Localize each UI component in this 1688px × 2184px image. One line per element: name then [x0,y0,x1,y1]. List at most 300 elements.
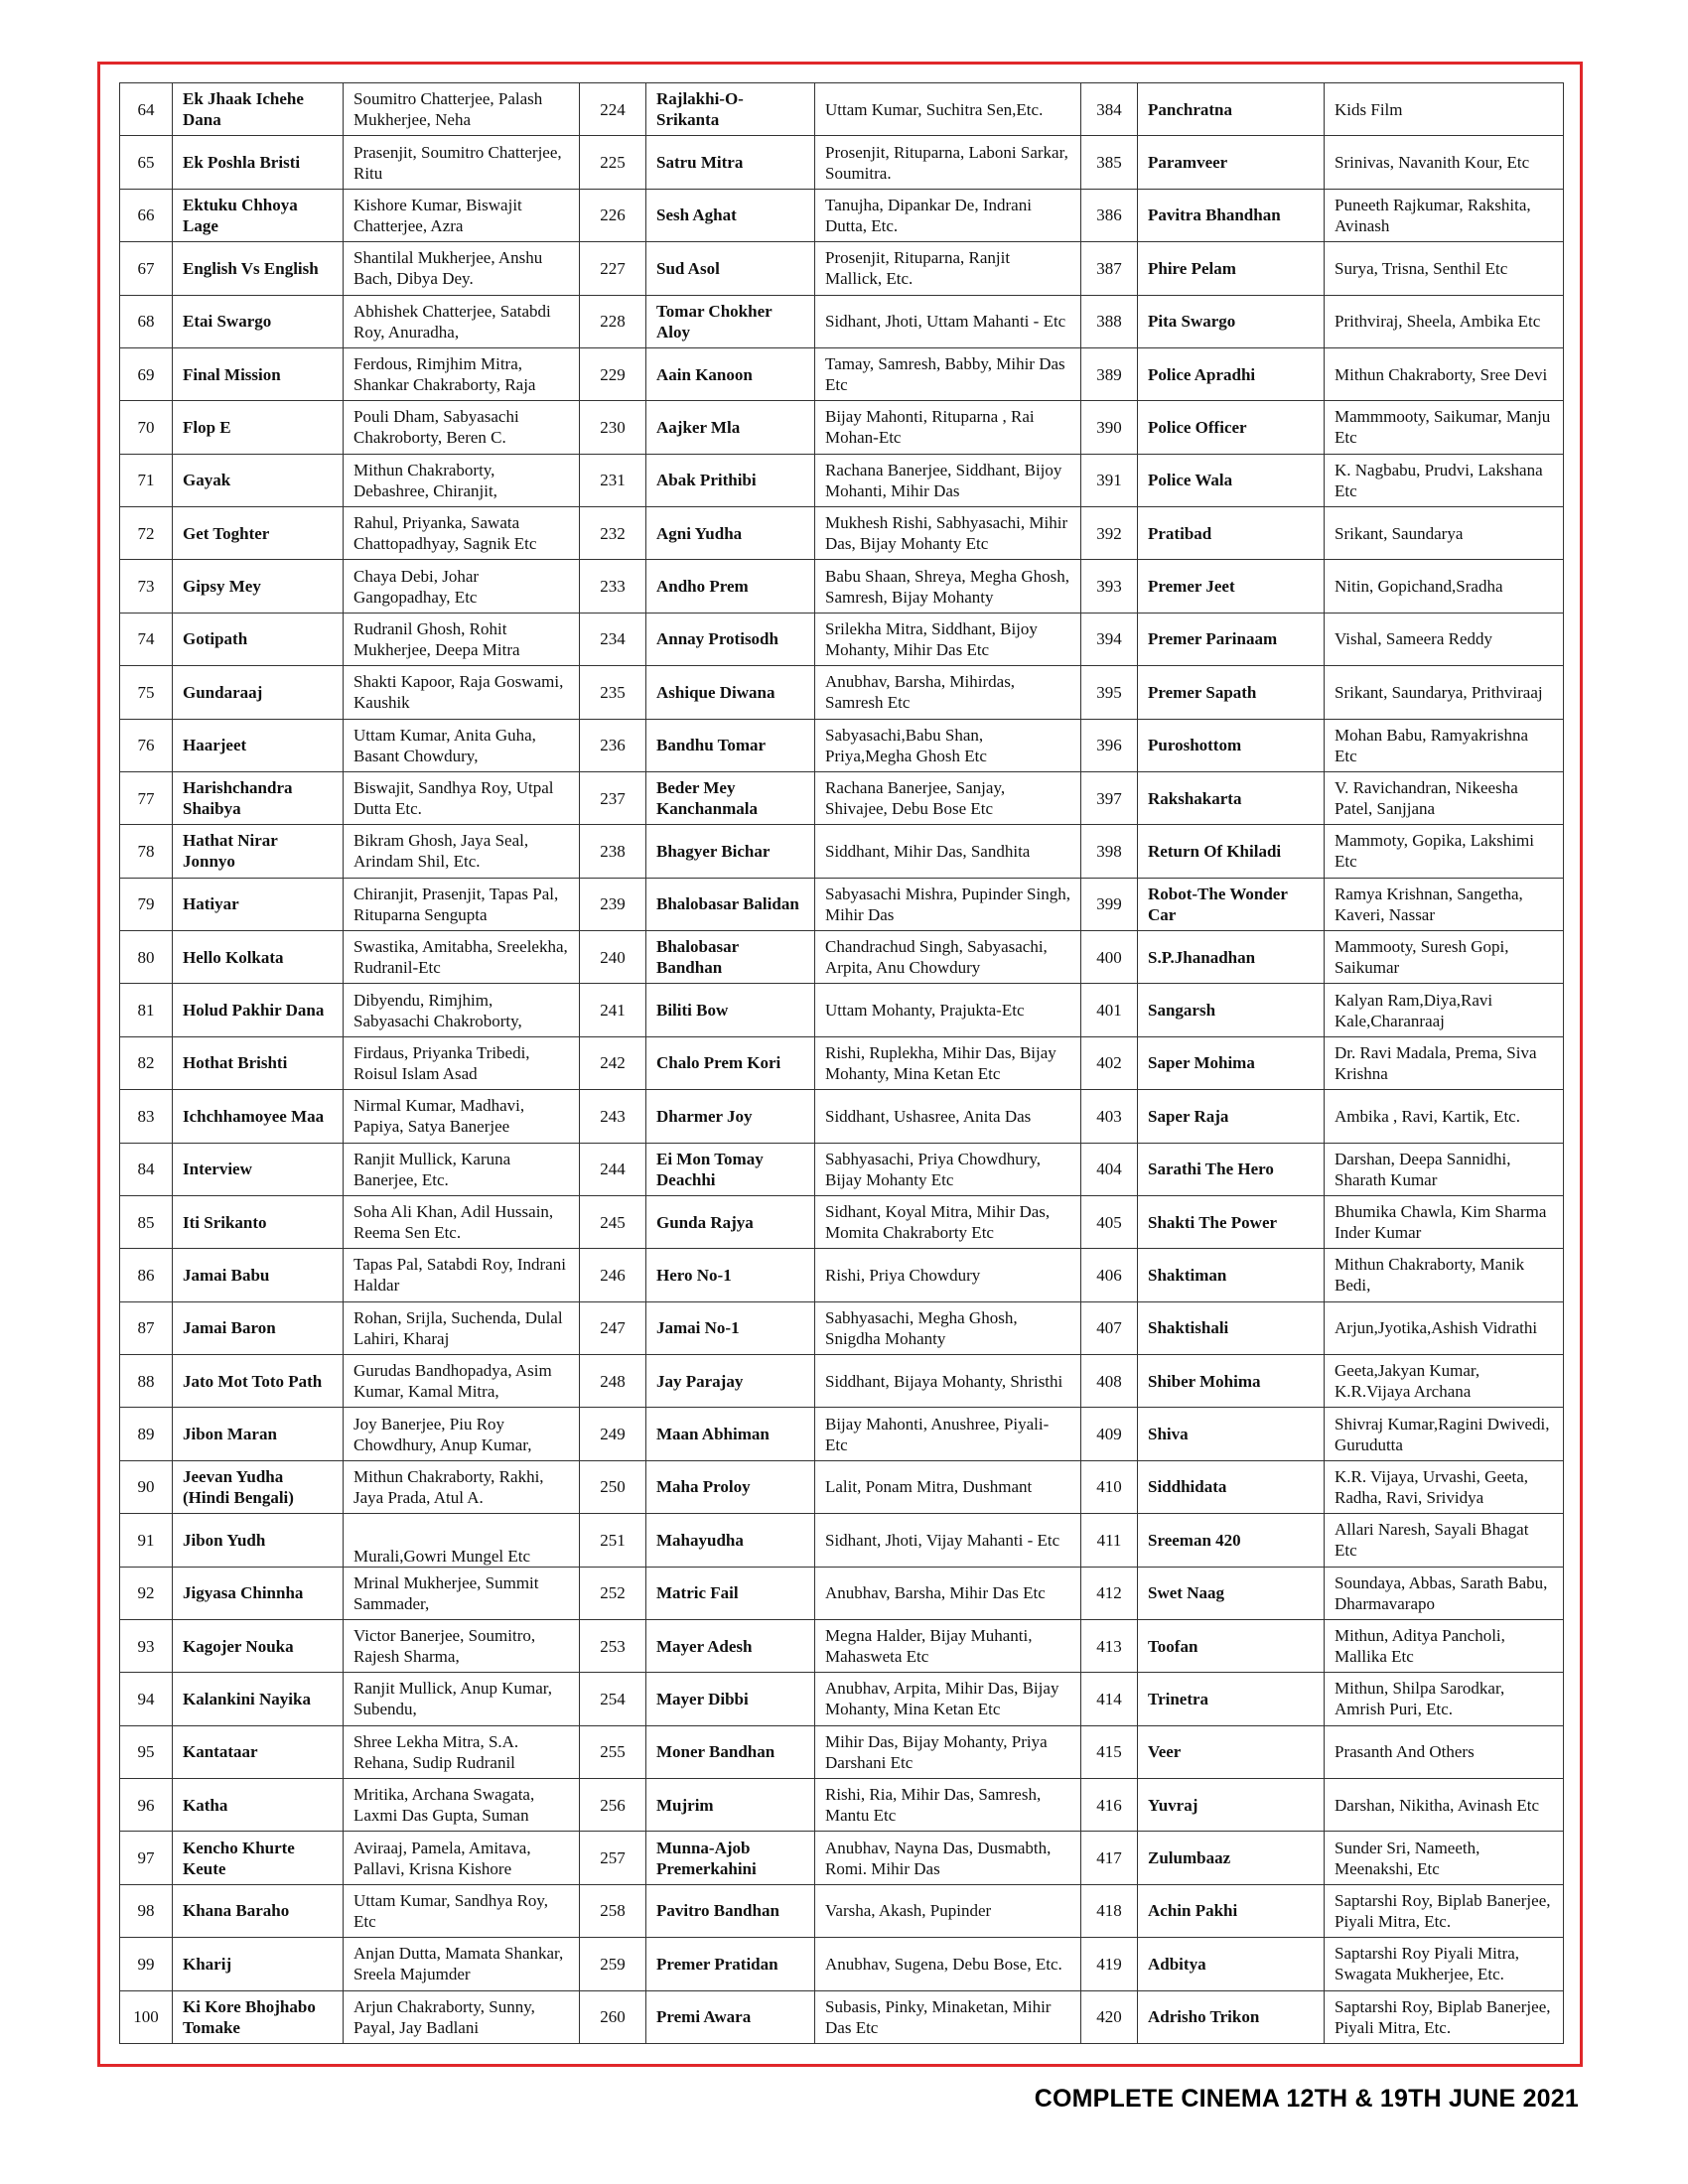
film-title: Jamai Babu [173,1249,344,1301]
table-row [120,560,1564,613]
film-cast: Sidhant, Koyal Mitra, Mihir Das, Momita Chakraborty Etc [815,1195,1081,1248]
film-cast: Prithviraj, Sheela, Ambika Etc [1325,295,1564,347]
film-title: Police Wala [1138,454,1325,506]
film-title: Final Mission [173,347,344,400]
film-title: Kencho Khurte Keute [173,1832,344,1884]
film-cast: Anjan Dutta, Mamata Shankar, Sreela Majumder [344,1938,580,1990]
film-number: 88 [120,1355,173,1408]
film-title: Puroshottom [1138,719,1325,771]
film-cast: Ranjit Mullick, Anup Kumar, Subendu, [344,1673,580,1725]
film-number: 87 [120,1301,173,1354]
film-cast: Aviraaj, Pamela, Amitava, Pallavi, Krisna Kishore [344,1832,580,1884]
film-cast: Siddhant, Mihir Das, Sandhita [815,825,1081,878]
table-row [120,1619,1564,1672]
film-cast: V. Ravichandran, Nikeesha Patel, Sanjjana [1325,771,1564,824]
film-title: Phire Pelam [1138,242,1325,295]
film-title: Ki Kore Bhojhabo Tomake [173,1990,344,2044]
film-cast: Subasis, Pinky, Minaketan, Mihir Das Etc [815,1990,1081,2044]
film-title: Jibon Yudh [173,1514,344,1567]
film-title: Harishchandra Shaibya [173,771,344,824]
film-cast: Nitin, Gopichand,Sradha [1325,560,1564,613]
film-cast: Geeta,Jakyan Kumar, K.R.Vijaya Archana [1325,1355,1564,1408]
film-title: Rajlakhi-O-Srikanta [646,83,815,136]
film-number: 248 [580,1355,646,1408]
film-number: 100 [120,1990,173,2044]
film-title: Ichchhamoyee Maa [173,1090,344,1143]
film-cast: Shree Lekha Mitra, S.A. Rehana, Sudip Rudranil [344,1725,580,1778]
film-title: Premi Awara [646,1990,815,2044]
film-cast: Swastika, Amitabha, Sreelekha, Rudranil-Etc [344,931,580,984]
film-cast: K. Nagbabu, Prudvi, Lakshana Etc [1325,454,1564,506]
film-number: 255 [580,1725,646,1778]
film-number: 73 [120,560,173,613]
film-title: Jeevan Yudha (Hindi Bengali) [173,1460,344,1513]
film-cast: Saptarshi Roy Piyali Mitra, Swagata Mukherjee, Etc. [1325,1938,1564,1990]
film-title: Jato Mot Toto Path [173,1355,344,1408]
film-title: Tomar Chokher Aloy [646,295,815,347]
film-cast: Victor Banerjee, Soumitro, Rajesh Sharma, [344,1619,580,1672]
film-number: 89 [120,1408,173,1460]
film-cast: Babu Shaan, Shreya, Megha Ghosh, Samresh, Bijay Mohanty [815,560,1081,613]
film-cast: Mammoty, Gopika, Lakshimi Etc [1325,825,1564,878]
film-title: Dharmer Joy [646,1090,815,1143]
film-title: Premer Sapath [1138,666,1325,719]
film-cast: Kids Film [1325,83,1564,136]
film-cast: Sidhant, Jhoti, Vijay Mahanti - Etc [815,1514,1081,1567]
film-title: Achin Pakhi [1138,1884,1325,1937]
film-title: Pavitra Bhandhan [1138,189,1325,241]
film-cast: Bikram Ghosh, Jaya Seal, Arindam Shil, Etc. [344,825,580,878]
film-title: Moner Bandhan [646,1725,815,1778]
film-cast: Shantilal Mukherjee, Anshu Bach, Dibya Dey. [344,242,580,295]
film-title: Hothat Brishti [173,1036,344,1089]
film-title: Jigyasa Chinnha [173,1567,344,1619]
film-title: Kharij [173,1938,344,1990]
film-title: Mujrim [646,1779,815,1832]
film-cast: Rishi, Priya Chowdury [815,1249,1081,1301]
film-cast: Mammooty, Suresh Gopi, Saikumar [1325,931,1564,984]
film-cast: Shivraj Kumar,Ragini Dwivedi, Gurudutta [1325,1408,1564,1460]
table-row [120,1249,1564,1301]
film-title: Shakti The Power [1138,1195,1325,1248]
film-number: 401 [1081,984,1138,1036]
film-cast: Anubhav, Barsha, Mihir Das Etc [815,1567,1081,1619]
film-title: Khana Baraho [173,1884,344,1937]
film-number: 233 [580,560,646,613]
film-number: 64 [120,83,173,136]
film-number: 251 [580,1514,646,1567]
film-cast: Mithun, Shilpa Sarodkar, Amrish Puri, Etc. [1325,1673,1564,1725]
film-title: Ei Mon Tomay Deachhi [646,1143,815,1195]
film-cast: Arjun,Jyotika,Ashish Vidrathi [1325,1301,1564,1354]
film-number: 413 [1081,1619,1138,1672]
film-number: 86 [120,1249,173,1301]
film-title: Adrisho Trikon [1138,1990,1325,2044]
table-row [120,1673,1564,1725]
film-title: Gipsy Mey [173,560,344,613]
film-cast: Gurudas Bandhopadya, Asim Kumar, Kamal Mitra, [344,1355,580,1408]
table-row [120,771,1564,824]
film-cast: Mohan Babu, Ramyakrishna Etc [1325,719,1564,771]
table-row [120,984,1564,1036]
film-number: 234 [580,613,646,665]
film-number: 403 [1081,1090,1138,1143]
film-cast: Srikant, Saundarya [1325,507,1564,560]
table-row [120,1090,1564,1143]
film-title: Kantataar [173,1725,344,1778]
table-row [120,1408,1564,1460]
film-title: Premer Pratidan [646,1938,815,1990]
film-title: Trinetra [1138,1673,1325,1725]
film-number: 72 [120,507,173,560]
film-title: Saper Mohima [1138,1036,1325,1089]
film-cast: Sabhyasachi, Megha Ghosh, Snigdha Mohanty [815,1301,1081,1354]
film-number: 419 [1081,1938,1138,1990]
film-title: Shiber Mohima [1138,1355,1325,1408]
film-cast: Varsha, Akash, Pupinder [815,1884,1081,1937]
film-cast: Joy Banerjee, Piu Roy Chowdhury, Anup Kumar, [344,1408,580,1460]
table-row [120,83,1564,136]
film-number: 402 [1081,1036,1138,1089]
film-number: 94 [120,1673,173,1725]
film-number: 253 [580,1619,646,1672]
film-cast: Uttam Kumar, Anita Guha, Basant Chowdury, [344,719,580,771]
table-row [120,1990,1564,2044]
film-title: Ektuku Chhoya Lage [173,189,344,241]
film-title: Police Officer [1138,401,1325,454]
film-number: 71 [120,454,173,506]
film-number: 75 [120,666,173,719]
film-number: 228 [580,295,646,347]
film-number: 384 [1081,83,1138,136]
film-cast: Ambika , Ravi, Kartik, Etc. [1325,1090,1564,1143]
film-cast: Soha Ali Khan, Adil Hussain, Reema Sen Etc. [344,1195,580,1248]
film-number: 81 [120,984,173,1036]
film-number: 406 [1081,1249,1138,1301]
film-number: 236 [580,719,646,771]
table-row [120,613,1564,665]
film-cast: Darshan, Deepa Sannidhi, Sharath Kumar [1325,1143,1564,1195]
film-title: Sesh Aghat [646,189,815,241]
table-row [120,1884,1564,1937]
table-row [120,136,1564,189]
film-cast: Srinivas, Navanith Kour, Etc [1325,136,1564,189]
film-title: Yuvraj [1138,1779,1325,1832]
film-cast: Uttam Mohanty, Prajukta-Etc [815,984,1081,1036]
film-cast: Dibyendu, Rimjhim, Sabyasachi Chakroborty, [344,984,580,1036]
film-title: Siddhidata [1138,1460,1325,1513]
film-cast: Tanujha, Dipankar De, Indrani Dutta, Etc. [815,189,1081,241]
film-title: English Vs English [173,242,344,295]
film-title: Kalankini Nayika [173,1673,344,1725]
film-cast: Sabhyasachi, Priya Chowdhury, Bijay Mohanty Etc [815,1143,1081,1195]
film-number: 391 [1081,454,1138,506]
table-row [120,1514,1564,1567]
film-number: 405 [1081,1195,1138,1248]
film-number: 96 [120,1779,173,1832]
table-row [120,454,1564,506]
film-title: S.P.Jhanadhan [1138,931,1325,984]
film-title: Katha [173,1779,344,1832]
film-number: 79 [120,878,173,930]
film-number: 250 [580,1460,646,1513]
film-title: Sangarsh [1138,984,1325,1036]
film-title: Premer Jeet [1138,560,1325,613]
film-number: 395 [1081,666,1138,719]
film-title: Aajker Mla [646,401,815,454]
film-cast: Firdaus, Priyanka Tribedi, Roisul Islam Asad [344,1036,580,1089]
film-title: Abak Prithibi [646,454,815,506]
film-title: Chalo Prem Kori [646,1036,815,1089]
film-title: Gundaraaj [173,666,344,719]
table-row [120,189,1564,241]
film-cast: Anubhav, Barsha, Mihirdas, Samresh Etc [815,666,1081,719]
film-title: Sarathi The Hero [1138,1143,1325,1195]
film-cast: Sunder Sri, Nameeth, Meenakshi, Etc [1325,1832,1564,1884]
film-number: 241 [580,984,646,1036]
film-title: Jamai Baron [173,1301,344,1354]
film-cast: Murali,Gowri Mungel Etc [344,1514,580,1567]
film-title: Mahayudha [646,1514,815,1567]
film-cast: Bijay Mahonti, Rituparna , Rai Mohan-Etc [815,401,1081,454]
film-title: Hatiyar [173,878,344,930]
film-number: 258 [580,1884,646,1937]
table-row [120,507,1564,560]
film-title: Ashique Diwana [646,666,815,719]
film-title: Haarjeet [173,719,344,771]
table-row [120,1355,1564,1408]
film-cast: Chaya Debi, Johar Gangopadhay, Etc [344,560,580,613]
film-title: Bhalobasar Bandhan [646,931,815,984]
film-cast: Rachana Banerjee, Siddhant, Bijoy Mohanti, Mihir Das [815,454,1081,506]
film-title: Rakshakarta [1138,771,1325,824]
film-title: Shaktiman [1138,1249,1325,1301]
film-cast: Siddhant, Ushasree, Anita Das [815,1090,1081,1143]
film-title: Iti Srikanto [173,1195,344,1248]
film-number: 85 [120,1195,173,1248]
film-title: Pratibad [1138,507,1325,560]
film-cast: Soumitro Chatterjee, Palash Mukherjee, Neha [344,83,580,136]
film-number: 412 [1081,1567,1138,1619]
film-title: Bandhu Tomar [646,719,815,771]
film-cast: Arjun Chakraborty, Sunny, Payal, Jay Badlani [344,1990,580,2044]
film-number: 229 [580,347,646,400]
film-cast: Ferdous, Rimjhim Mitra, Shankar Chakraborty, Raja [344,347,580,400]
film-title: Swet Naag [1138,1567,1325,1619]
film-cast: Srilekha Mitra, Siddhant, Bijoy Mohanty, Mihir Das Etc [815,613,1081,665]
table-row [120,825,1564,878]
film-cast: Anubhav, Arpita, Mihir Das, Bijay Mohanty, Mina Ketan Etc [815,1673,1081,1725]
film-number: 389 [1081,347,1138,400]
film-number: 238 [580,825,646,878]
film-cast: Ranjit Mullick, Karuna Banerjee, Etc. [344,1143,580,1195]
film-number: 95 [120,1725,173,1778]
film-title: Mayer Dibbi [646,1673,815,1725]
film-number: 260 [580,1990,646,2044]
film-cast: Saptarshi Roy, Biplab Banerjee, Piyali Mitra, Etc. [1325,1884,1564,1937]
film-title: Pita Swargo [1138,295,1325,347]
film-cast: Dr. Ravi Madala, Prema, Siva Krishna [1325,1036,1564,1089]
film-list-table [119,82,1564,2044]
film-number: 416 [1081,1779,1138,1832]
film-number: 70 [120,401,173,454]
film-number: 224 [580,83,646,136]
film-cast: Rachana Banerjee, Sanjay, Shivajee, Debu Bose Etc [815,771,1081,824]
film-cast: Rahul, Priyanka, Sawata Chattopadhyay, Sagnik Etc [344,507,580,560]
table-row [120,931,1564,984]
table-row [120,1779,1564,1832]
film-cast: Allari Naresh, Sayali Bhagat Etc [1325,1514,1564,1567]
film-number: 399 [1081,878,1138,930]
film-title: Saper Raja [1138,1090,1325,1143]
film-title: Shaktishali [1138,1301,1325,1354]
film-number: 77 [120,771,173,824]
film-title: Matric Fail [646,1567,815,1619]
film-number: 394 [1081,613,1138,665]
film-title: Sud Asol [646,242,815,295]
film-number: 226 [580,189,646,241]
film-cast: Rishi, Ria, Mihir Das, Samresh, Mantu Etc [815,1779,1081,1832]
film-title: Zulumbaaz [1138,1832,1325,1884]
film-number: 246 [580,1249,646,1301]
film-number: 259 [580,1938,646,1990]
film-cast: Ramya Krishnan, Sangetha, Kaveri, Nassar [1325,878,1564,930]
film-cast: Saptarshi Roy, Biplab Banerjee, Piyali Mitra, Etc. [1325,1990,1564,2044]
film-cast: Biswajit, Sandhya Roy, Utpal Dutta Etc. [344,771,580,824]
film-number: 67 [120,242,173,295]
film-number: 235 [580,666,646,719]
film-number: 397 [1081,771,1138,824]
film-number: 408 [1081,1355,1138,1408]
film-title: Gayak [173,454,344,506]
film-cast: Mithun Chakraborty, Manik Bedi, [1325,1249,1564,1301]
film-title: Annay Protisodh [646,613,815,665]
film-cast: Prasenjit, Soumitro Chatterjee, Ritu [344,136,580,189]
film-number: 420 [1081,1990,1138,2044]
film-number: 240 [580,931,646,984]
film-number: 92 [120,1567,173,1619]
film-number: 388 [1081,295,1138,347]
film-number: 390 [1081,401,1138,454]
film-number: 245 [580,1195,646,1248]
film-title: Flop E [173,401,344,454]
film-title: Robot-The Wonder Car [1138,878,1325,930]
table-row [120,1567,1564,1619]
film-cast: Uttam Kumar, Sandhya Roy, Etc [344,1884,580,1937]
film-number: 410 [1081,1460,1138,1513]
film-number: 91 [120,1514,173,1567]
film-cast: Chiranjit, Prasenjit, Tapas Pal, Rituparna Sengupta [344,878,580,930]
table-row [120,1143,1564,1195]
film-number: 392 [1081,507,1138,560]
film-title: Sreeman 420 [1138,1514,1325,1567]
film-number: 409 [1081,1408,1138,1460]
film-number: 69 [120,347,173,400]
film-title: Mayer Adesh [646,1619,815,1672]
film-title: Maan Abhiman [646,1408,815,1460]
film-number: 98 [120,1884,173,1937]
film-title: Police Apradhi [1138,347,1325,400]
film-number: 417 [1081,1832,1138,1884]
film-title: Holud Pakhir Dana [173,984,344,1036]
footer-publication: COMPLETE CINEMA 12TH & 19TH JUNE 2021 [1034,2085,1579,2113]
film-cast: Rishi, Ruplekha, Mihir Das, Bijay Mohanty, Mina Ketan Etc [815,1036,1081,1089]
film-number: 90 [120,1460,173,1513]
film-cast: Mrinal Mukherjee, Summit Sammader, [344,1567,580,1619]
film-cast: Megna Halder, Bijay Muhanti, Mahasweta Etc [815,1619,1081,1672]
film-cast: Bijay Mahonti, Anushree, Piyali-Etc [815,1408,1081,1460]
film-number: 66 [120,189,173,241]
film-cast: Sidhant, Jhoti, Uttam Mahanti - Etc [815,295,1081,347]
film-cast: Rudranil Ghosh, Rohit Mukherjee, Deepa Mitra [344,613,580,665]
film-number: 257 [580,1832,646,1884]
film-title: Gotipath [173,613,344,665]
film-cast: Mukhesh Rishi, Sabhyasachi, Mihir Das, Bijay Mohanty Etc [815,507,1081,560]
table-row [120,1460,1564,1513]
film-number: 76 [120,719,173,771]
film-number: 82 [120,1036,173,1089]
film-cast: Mithun, Aditya Pancholi, Mallika Etc [1325,1619,1564,1672]
film-title: Biliti Bow [646,984,815,1036]
film-cast: Mritika, Archana Swagata, Laxmi Das Gupta, Suman [344,1779,580,1832]
film-title: Andho Prem [646,560,815,613]
film-number: 80 [120,931,173,984]
film-title: Ek Poshla Bristi [173,136,344,189]
film-title: Agni Yudha [646,507,815,560]
film-number: 244 [580,1143,646,1195]
film-number: 256 [580,1779,646,1832]
film-cast: Mihir Das, Bijay Mohanty, Priya Darshani Etc [815,1725,1081,1778]
table-row [120,1036,1564,1089]
film-title: Jibon Maran [173,1408,344,1460]
film-number: 242 [580,1036,646,1089]
film-cast: Lalit, Ponam Mitra, Dushmant [815,1460,1081,1513]
film-title: Interview [173,1143,344,1195]
table-row [120,1301,1564,1354]
film-title: Premer Parinaam [1138,613,1325,665]
film-number: 78 [120,825,173,878]
film-cast: Anubhav, Sugena, Debu Bose, Etc. [815,1938,1081,1990]
film-number: 254 [580,1673,646,1725]
film-title: Maha Proloy [646,1460,815,1513]
film-number: 386 [1081,189,1138,241]
film-number: 97 [120,1832,173,1884]
film-number: 93 [120,1619,173,1672]
film-cast: Mammmooty, Saikumar, Manju Etc [1325,401,1564,454]
film-number: 404 [1081,1143,1138,1195]
film-title: Return Of Khiladi [1138,825,1325,878]
film-cast: Rohan, Srijla, Suchenda, Dulal Lahiri, Kharaj [344,1301,580,1354]
film-title: Satru Mitra [646,136,815,189]
film-number: 243 [580,1090,646,1143]
film-title: Get Toghter [173,507,344,560]
film-number: 232 [580,507,646,560]
film-title: Panchratna [1138,83,1325,136]
film-number: 65 [120,136,173,189]
film-cast: Uttam Kumar, Suchitra Sen,Etc. [815,83,1081,136]
film-cast: Mithun Chakraborty, Rakhi, Jaya Prada, Atul A. [344,1460,580,1513]
film-cast: Nirmal Kumar, Madhavi, Papiya, Satya Banerjee [344,1090,580,1143]
film-number: 247 [580,1301,646,1354]
table-row [120,1195,1564,1248]
film-number: 237 [580,771,646,824]
film-cast: Soundaya, Abbas, Sarath Babu, Dharmavarapo [1325,1567,1564,1619]
film-cast: Srikant, Saundarya, Prithviraaj [1325,666,1564,719]
table-row [120,1832,1564,1884]
film-number: 400 [1081,931,1138,984]
film-number: 230 [580,401,646,454]
film-cast: Vishal, Sameera Reddy [1325,613,1564,665]
